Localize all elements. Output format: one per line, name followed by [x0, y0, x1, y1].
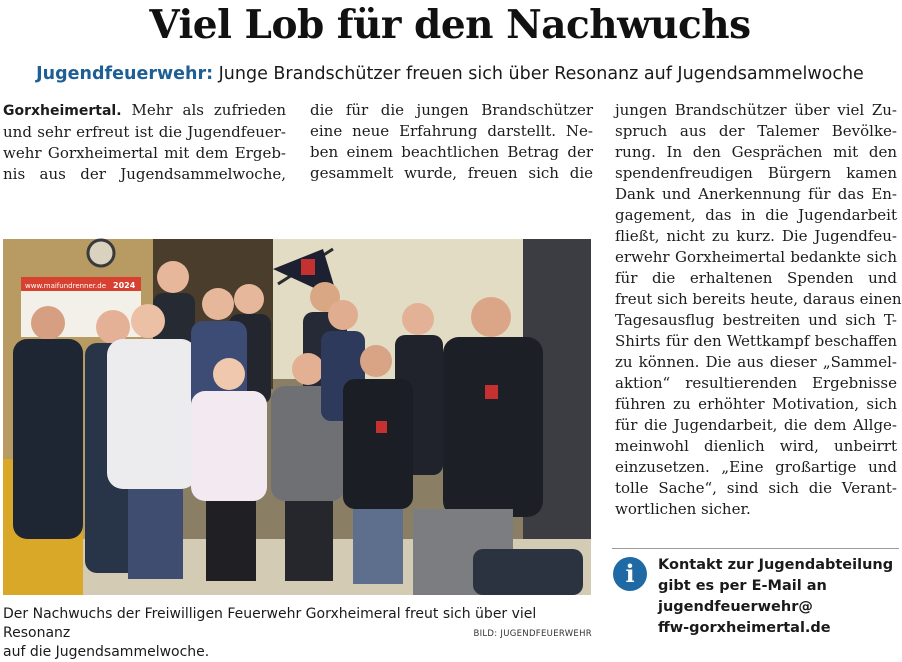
article-line: rung. In den Gesprächen mit den [615, 143, 897, 161]
photo-person-head [328, 300, 358, 330]
photo-person-head [360, 345, 392, 377]
headline: Viel Lob für den Nachwuchs [149, 2, 751, 48]
photo-person-head [471, 297, 511, 337]
article-line: für die erhaltenen Spenden und [615, 269, 897, 287]
article-line: fließt, nicht zu kurz. Die Jugendfeu- [615, 227, 897, 245]
article-line: spendenfreudigen Bürgern kamen [615, 164, 897, 182]
article-line [3, 100, 286, 122]
article-line: freut sich bereits heute, daraus einen [615, 290, 902, 308]
photo-person-head [157, 261, 189, 293]
contact-email-local: jugendfeuerwehr@ [658, 599, 813, 615]
subheadline-kicker: Jugendfeuerwehr: [36, 64, 214, 84]
photo-shirt-emblem [376, 421, 387, 433]
photo-person-body [443, 337, 543, 517]
photo-person-body [191, 391, 267, 501]
photo-bags [473, 549, 583, 595]
article-line: die für die jungen Brandschützer [310, 101, 593, 119]
article-line: tolle Sache“, sind sich die Verant- [615, 479, 897, 497]
photo-caption-line: Der Nachwuchs der Freiwilligen Feuerwehr Gorxheimeral freut sich über viel Resonanz [3, 606, 537, 641]
photo-person-body [343, 379, 413, 509]
article-line: führen zu erhöhter Motivation, sich [615, 395, 897, 413]
article-line: und sehr erfreut ist die Jugendfeuer- [3, 123, 286, 141]
photo-person-head [96, 310, 130, 344]
article-column-2 [310, 100, 593, 184]
photo-person-head [234, 284, 264, 314]
article-line: zu können. Die aus dieser „Sammel- [615, 353, 897, 371]
photo-wall-clock [88, 240, 114, 266]
article-line-text: Mehr als zufrieden [121, 101, 286, 119]
group-photo [3, 239, 591, 595]
article-line: jungen Brandschützer über viel Zu- [615, 101, 897, 119]
article-line: eine neue Erfahrung darstellt. Ne- [310, 122, 593, 140]
photo-pennant-crest [301, 259, 315, 275]
article-column-1 [3, 100, 286, 185]
article-line: einzusetzen. „Eine großartige und [615, 458, 897, 476]
photo-person-head [31, 306, 65, 340]
photo-person-legs [128, 489, 183, 579]
dateline: Gorxheimertal. [3, 103, 122, 119]
article-line: meinwohl dienlich wird, unbeirrt [615, 437, 897, 455]
photo-person-head [202, 288, 234, 320]
contact-line: gibt es per E-Mail an [658, 578, 827, 594]
photo-person-body [107, 339, 197, 489]
article-line: Dank und Anerkennung für das En- [615, 185, 897, 203]
group-photo-illustration [3, 239, 591, 595]
photo-person-head [131, 304, 165, 338]
photo-shirt-emblem [485, 385, 498, 399]
article-line: nis aus der Jugendsammelwoche, [3, 165, 286, 183]
photo-caption-line: auf die Jugendsammelwoche. [3, 644, 210, 660]
subheadline-text: Junge Brandschützer freuen sich über Resonanz auf Jugendsammelwoche [213, 64, 864, 84]
photo-credit: BILD: JUGENDFEUERWEHR [473, 629, 592, 639]
photo-person-body [13, 339, 83, 539]
photo-person-legs [353, 509, 403, 584]
info-box-divider [612, 548, 899, 549]
info-icon: i [613, 557, 647, 591]
subheadline [0, 64, 900, 84]
article-line: gagement, das in die Jugendarbeit [615, 206, 897, 224]
article-line: spruch aus der Talemer Bevölke- [615, 122, 897, 140]
article-line: Tagesausflug bestreiten und sich T- [615, 311, 897, 329]
photo-person-head [213, 358, 245, 390]
photo-person-head [402, 303, 434, 335]
photo-banner-url: www.maifundrenner.de [25, 282, 107, 290]
article-column-3 [615, 100, 902, 520]
photo-person-head [292, 353, 324, 385]
contact-line: Kontakt zur Jugendabteilung [658, 557, 894, 573]
photo-person-legs [285, 501, 333, 581]
article-line: erwehr Gorxheimertal bedankte sich [615, 248, 897, 266]
contact-email-domain: ffw-gorxheimertal.de [658, 620, 831, 636]
photo-banner-year: 2024 [113, 281, 136, 290]
article-line: gesammelt wurde, freuen sich die [310, 164, 593, 182]
article-line: wortlichen sicher. [615, 500, 751, 518]
contact-info-box [658, 555, 898, 639]
article-line: Shirts für den Wettkampf beschaffen [615, 332, 897, 350]
article-line: für die Jugendarbeit, die dem Allge- [615, 416, 897, 434]
photo-person-legs [206, 501, 256, 581]
article-line: aktion“ resultierenden Ergebnisse [615, 374, 897, 392]
article-line: ben einem beachtlichen Betrag der [310, 143, 593, 161]
article-line: wehr Gorxheimertal mit dem Ergeb- [3, 144, 286, 162]
